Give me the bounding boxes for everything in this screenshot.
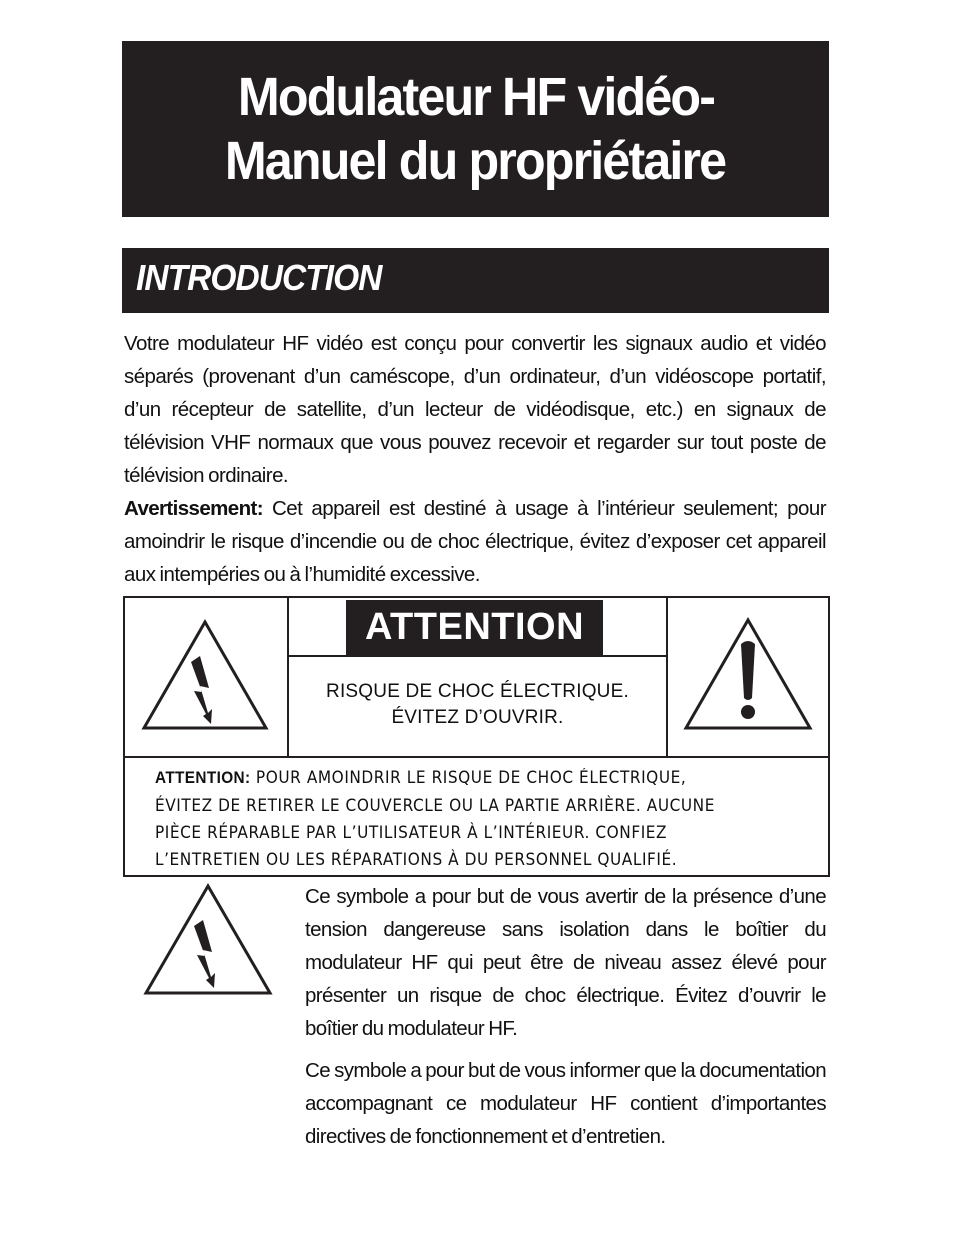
warning-label: Avertissement: <box>124 497 263 520</box>
title-banner <box>122 41 829 217</box>
caution-right-cell <box>666 598 828 756</box>
lightning-triangle-icon <box>125 598 287 756</box>
exclamation-symbol-description: Ce symbole a pour but de vous informer que la documentation accompagnant ce modulateur HF contient d’importantes directives de fonctionnement et d’entretien. <box>305 1059 826 1148</box>
title-line-1: Modulateur HF vidéo- <box>237 67 714 127</box>
caution-middle-cell <box>289 598 666 756</box>
intro-paragraph: Votre modulateur HF vidéo est conçu pour convertir les signaux audio et vidéo séparés (provenant d’un caméscope, d’un ordinateur, d’un vidéoscope portatif, d’un récepteur de satellite, d’un lecteur de vidéodisque, etc.) en signaux de télévision VHF normaux que vous pouvez recevoir et regarder sur tout poste de télévision ordinaire. <box>124 332 826 487</box>
section-heading: INTRODUCTION <box>136 257 382 298</box>
caution-box <box>123 596 830 877</box>
notice-line-4: L’ENTRETIEN OU LES RÉPARATIONS À DU PERSONNEL QUALIFIÉ. <box>155 850 678 869</box>
notice-line-1: POUR AMOINDRIR LE RISQUE DE CHOC ÉLECTRIQUE, <box>250 768 687 787</box>
notice-label: ATTENTION: <box>155 769 251 787</box>
caution-notice <box>155 764 769 873</box>
warning-paragraph <box>124 492 826 591</box>
caution-left-cell <box>125 598 289 756</box>
notice-line-3: PIÈCE RÉPARABLE PAR L’UTILISATEUR À L’INTÉRIEUR. CONFIEZ <box>155 823 668 842</box>
divider <box>289 655 666 657</box>
exclamation-triangle-icon <box>668 598 828 756</box>
section-heading-bar <box>122 248 829 313</box>
shock-warning-text <box>289 679 666 731</box>
title-line-2: Manuel du propriétaire <box>225 131 726 191</box>
shock-line-2: ÉVITEZ D’OUVRIR. <box>391 707 564 728</box>
lightning-symbol-description: Ce symbole a pour but de vous avertir de la présence d’une tension dangereuse sans isolation dans le boîtier du modulateur HF qui peut être de niveau assez élevé pour présenter un risque de choc électrique. Évitez d’ouvrir le boîtier du modulateur HF. <box>305 885 826 1040</box>
shock-line-1: RISQUE DE CHOC ÉLECTRIQUE. <box>326 681 629 702</box>
attention-label: ATTENTION <box>346 600 603 655</box>
warning-text: Cet appareil est destiné à usage à l’intérieur seulement; pour amoindrir le risque d’incendie ou de choc électrique, évitez d’exposer cet appareil aux intempéries ou à l’humidité excessive. <box>124 497 826 586</box>
notice-line-2: ÉVITEZ DE RETIRER LE COUVERCLE OU LA PARTIE ARRIÈRE. AUCUNE <box>155 796 715 815</box>
divider <box>125 756 828 758</box>
lightning-triangle-icon <box>140 880 276 1000</box>
